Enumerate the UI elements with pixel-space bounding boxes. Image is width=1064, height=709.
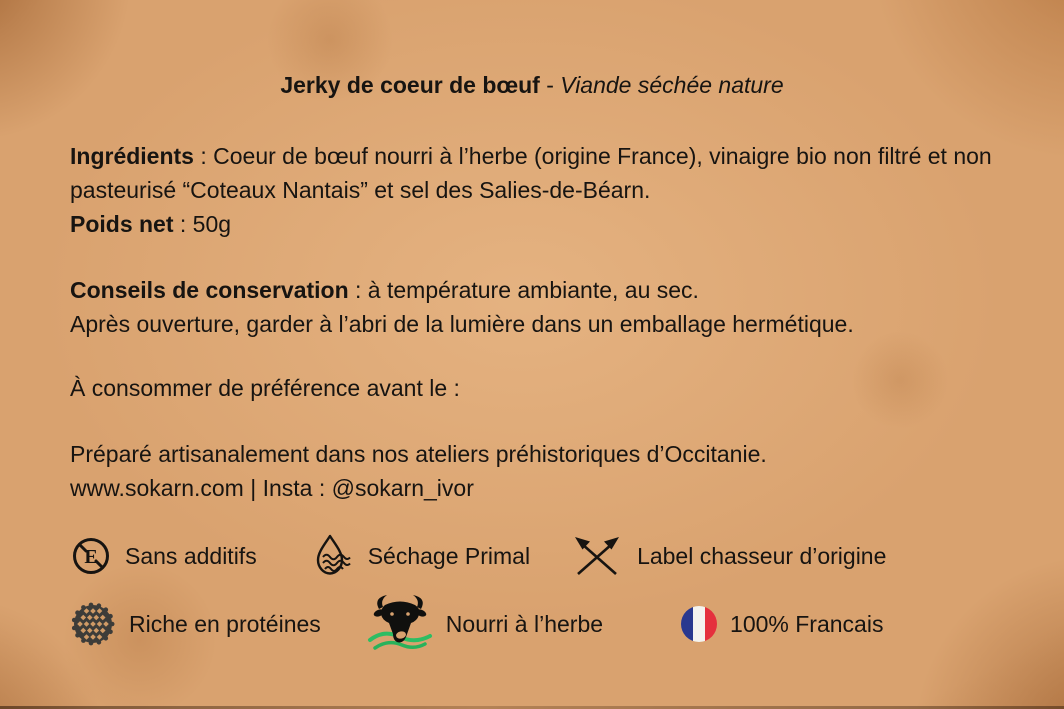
conservation-line1 (70, 273, 998, 307)
ingredients-text: : Coeur de bœuf nourri à l’herbe (origine France), vinaigre bio non filtré et non pasteurisé “Coteaux Nantais” et sel des Salies-de-Béarn. (70, 143, 992, 203)
ingredients-paragraph (70, 139, 998, 207)
crossed-arrows-icon (570, 535, 624, 577)
badge-label: Nourri à l’herbe (445, 610, 604, 637)
badge-grass-fed (367, 592, 603, 656)
conservation-section (70, 273, 998, 341)
protein-pattern-icon (70, 601, 116, 647)
contact-line: www.sokarn.com | Insta : @sokarn_ivor (70, 475, 474, 501)
product-subtitle: Viande séchée nature (560, 72, 784, 98)
badge-primal-drying (313, 533, 530, 579)
grass-fed-bull-icon (367, 592, 433, 656)
badge-label: Riche en protéines (129, 610, 321, 637)
page-title (0, 72, 1064, 99)
conservation-line2: Après ouverture, garder à l’abri de la lumière dans un emballage hermétique. (70, 311, 854, 337)
product-name: Jerky de coeur de bœuf (280, 72, 540, 98)
badge-french-origin (681, 606, 883, 642)
badge-row-2 (70, 588, 883, 660)
badge-label: Sans additifs (125, 542, 257, 569)
badge-hunter-label (570, 535, 886, 577)
conservation-text: : à température ambiante, au sec. (348, 277, 699, 303)
net-weight-value: : 50g (173, 211, 232, 237)
no-additives-e-icon (70, 535, 112, 577)
badge-label: Label chasseur d’origine (637, 542, 887, 569)
french-flag-icon (681, 606, 717, 642)
badge-label: Séchage Primal (367, 542, 531, 569)
best-before-line: À consommer de préférence avant le : (70, 375, 460, 401)
primal-drying-drop-icon (313, 533, 355, 579)
title-separator: - (539, 72, 561, 98)
origin-section (70, 437, 998, 505)
ingredients-section (70, 139, 998, 241)
badge-label: 100% Francais (730, 610, 884, 637)
net-weight-label: Poids net (70, 211, 174, 237)
ingredients-label: Ingrédients (70, 143, 194, 169)
svg-text:E: E (84, 546, 98, 568)
origin-line: Préparé artisanalement dans nos ateliers préhistoriques d’Occitanie. (70, 441, 767, 467)
badge-protein (70, 601, 321, 647)
net-weight-line (70, 207, 998, 241)
conservation-label: Conseils de conservation (70, 277, 349, 303)
badge-row-1 (70, 528, 886, 584)
badge-no-additives (70, 535, 257, 577)
